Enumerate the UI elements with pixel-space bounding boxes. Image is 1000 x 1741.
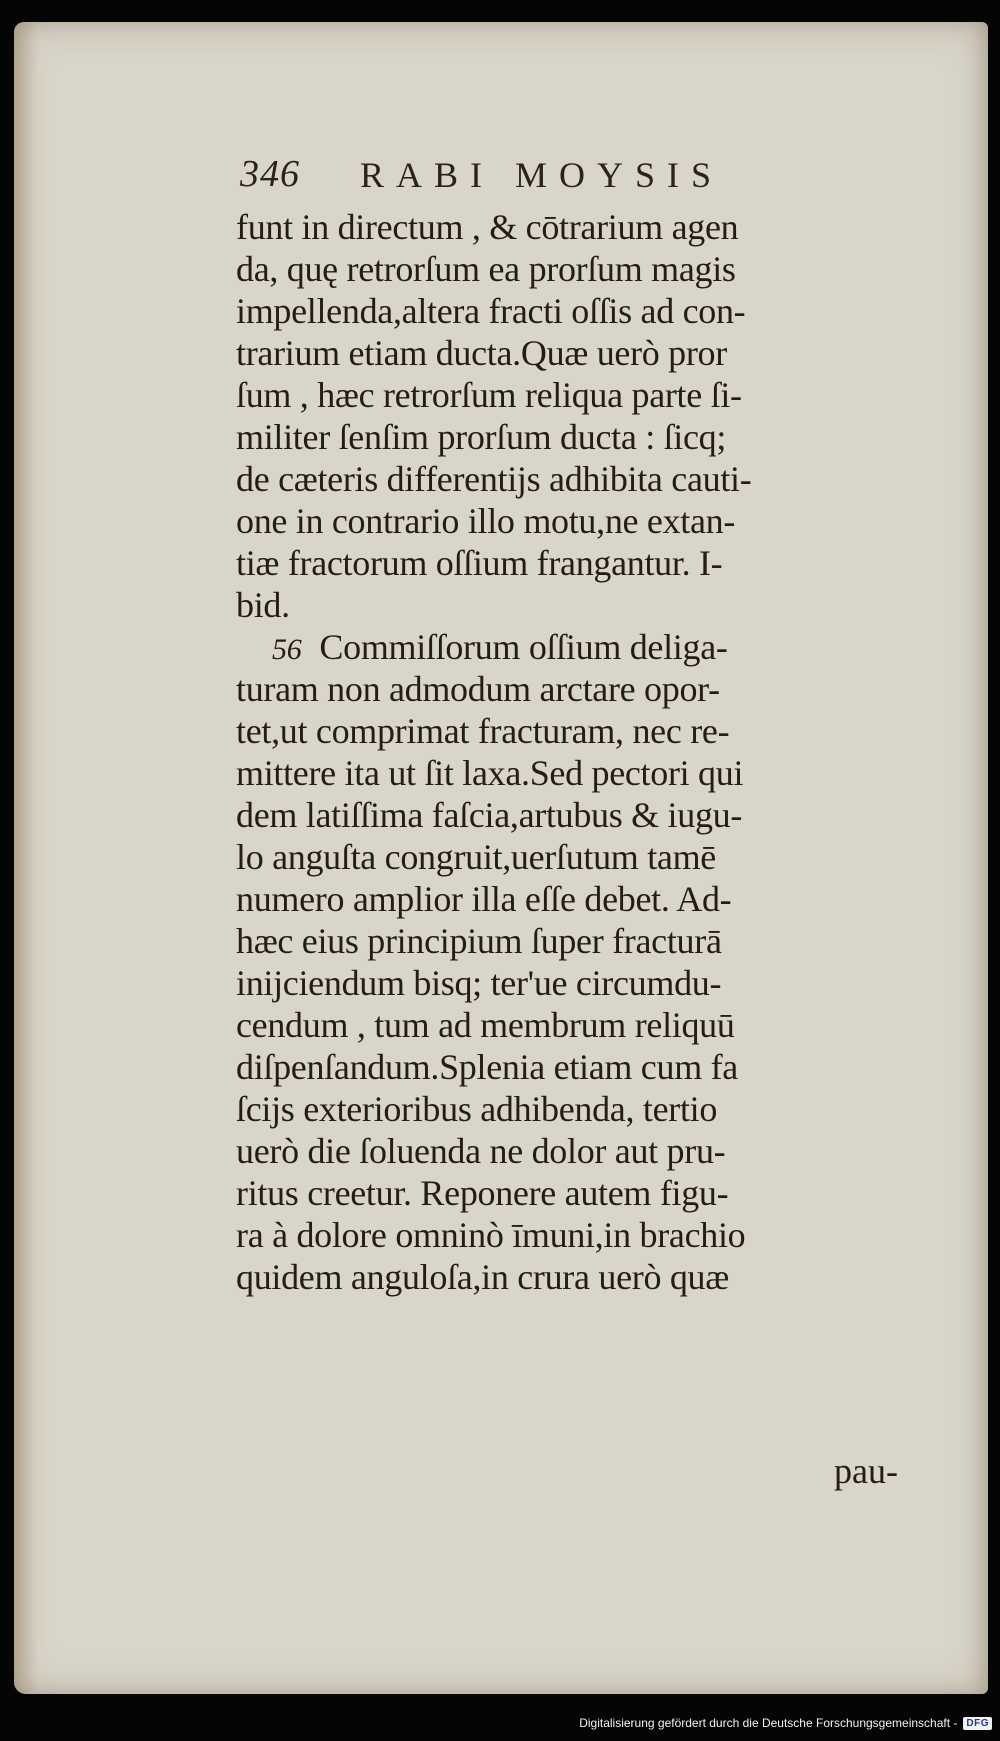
text-line: funt in directum , & cōtrarium agen [236,207,739,247]
credit-text: Digitalisierung gefördert durch die Deutsche Forschungsgemeinschaft - [579,1716,958,1730]
text-line: impellenda,altera fracti oſſis ad con- [236,291,746,331]
digitization-credit [579,1711,992,1735]
text-line: turam non admodum arctare opor- [236,669,720,709]
text-line: diſpenſandum.Splenia etiam cum fa [236,1047,738,1087]
text-line: tet,ut comprimat fracturam, nec re- [236,711,730,751]
text-line: ritus creetur. Reponere autem figu- [236,1173,729,1213]
text-line: uerò die ſoluenda ne dolor aut pru- [236,1131,726,1171]
text-line: tiæ fractorum oſſium frangantur. I- [236,543,723,583]
text-line: bid. [236,585,290,625]
section-first-line-text: Commiſſorum oſſium deliga- [319,627,728,667]
text-line: mittere ita ut ſit laxa.Sed pectori qui [236,753,744,793]
text-line: da, quę retrorſum ea prorſum magis [236,249,736,289]
page-number: 346 [240,153,300,195]
text-line: trarium etiam ducta.Quæ uerò pror [236,333,727,373]
section-first-line [236,626,936,668]
text-line: dem latiſſima faſcia,artubus & iugu- [236,795,743,835]
running-title: RABI MOYSIS [360,155,724,195]
text-line: ſum , hæc retrorſum reliqua parte ſi- [236,375,742,415]
running-head [240,152,800,202]
text-line: militer ſenſim prorſum ducta : ſicq; [236,417,727,457]
text-line: de cæteris differentijs adhibita cauti- [236,459,752,499]
text-line: hæc eius principium ſuper fracturā [236,921,722,961]
section-number: 56 [272,633,302,666]
text-line: lo anguſta congruit,uerſutum tamē [236,837,716,877]
text-line: numero amplior illa eſſe debet. Ad- [236,879,732,919]
text-line: ra à dolore omninò īmuni,in brachio [236,1215,746,1255]
text-line: one in contrario illo motu,ne extan- [236,501,736,541]
text-line: cendum , tum ad membrum reliquū [236,1005,735,1045]
text-line: inijciendum bisq; ter'ue circumdu- [236,963,722,1003]
text-line: quidem anguloſa,in crura uerò quæ [236,1257,729,1297]
catchword: pau- [834,1451,898,1491]
text-line: ſcijs exterioribus adhibenda, tertio [236,1089,718,1129]
dfg-logo: DFG [963,1717,992,1730]
text-block [236,206,936,1298]
